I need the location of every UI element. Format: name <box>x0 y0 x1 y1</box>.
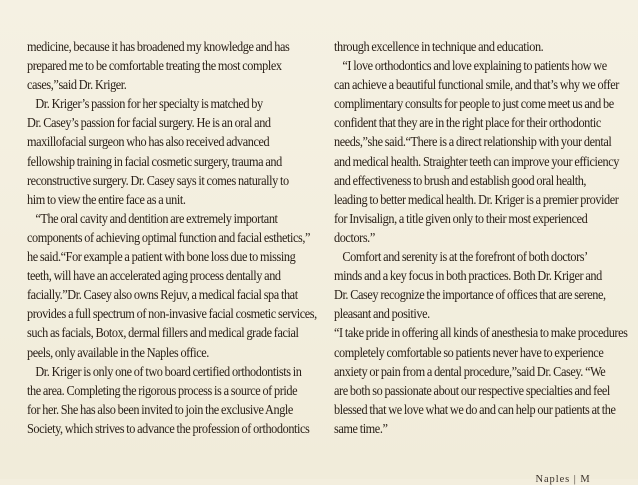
text-line: such as facials, Botox, dermal fillers and medical grade facial <box>27 325 299 341</box>
left-text-column <box>27 37 329 438</box>
text-line: provides a full spectrum of non-invasive facial cosmetic services, <box>27 306 317 322</box>
text-line: and effectiveness to brush and establish good oral health, <box>334 172 587 188</box>
text-line: complimentary consults for people to just come meet us and be <box>334 96 614 112</box>
text-line: completely comfortable so patients never have to experience <box>334 344 604 360</box>
text-line: the area. Completing the rigorous process is a source of pride <box>27 382 298 398</box>
text-line: Comfort and serenity is at the forefront of both doctors’ <box>342 249 588 265</box>
text-line: facially.”Dr. Casey also owns Rejuv, a medical facial spa that <box>27 287 298 303</box>
text-line: leading to better medical health. Dr. Kriger is a premier provider <box>334 191 619 207</box>
text-line: same time.” <box>334 420 388 436</box>
text-line: pleasant and positive. <box>334 306 430 322</box>
text-line: components of achieving optimal function and facial esthetics,” <box>27 229 311 245</box>
text-line: through excellence in technique and education. <box>334 39 544 54</box>
text-line: can achieve a beautiful functional smile, and that’s why we offer <box>334 77 619 93</box>
text-line: for her. She has also been invited to join the exclusive Angle <box>27 401 293 417</box>
text-line: confident that they are in the right place for their orthodontic <box>334 115 601 131</box>
text-line: fellowship training in facial cosmetic surgery, trauma and <box>27 153 282 169</box>
text-line: Dr. Kriger is only one of two board certified orthodontists in <box>35 363 302 379</box>
text-line: Dr. Casey recognize the importance of offices that are serene, <box>334 287 606 303</box>
text-line: and medical health. Straighter teeth can improve your efficiency <box>334 153 619 169</box>
text-line: maxillofacial surgeon who has also received advanced <box>27 134 270 150</box>
text-line: “I love orthodontics and love explaining to patients how we <box>342 58 607 74</box>
text-line: anxiety or pain from a dental procedure,”said Dr. Casey. “We <box>334 363 606 379</box>
text-line: cases,”said Dr. Kriger. <box>27 77 127 93</box>
text-line: blessed that we love what we do and can help our patients at the <box>334 401 616 417</box>
text-line: are both so passionate about our respective specialties and feel <box>334 382 610 398</box>
text-line: doctors.” <box>334 229 375 245</box>
text-line: medicine, because it has broadened my knowledge and has <box>27 39 290 54</box>
right-text-column <box>334 37 638 438</box>
text-line: “I take pride in offering all kinds of anesthesia to make procedures <box>334 325 628 341</box>
text-line: Dr. Casey’s passion for facial surgery. He is an oral and <box>27 115 271 131</box>
text-line: he said.“For example a patient with bone loss due to missing <box>27 249 296 265</box>
text-line: teeth, will have an accelerated aging process dentally and <box>27 268 281 284</box>
text-line: him to view the entire face as a unit. <box>27 191 186 207</box>
text-line: Society, which strives to advance the profession of orthodontics <box>27 420 310 436</box>
text-line: reconstructive surgery. Dr. Casey says it comes naturally to <box>27 172 289 188</box>
text-line: “The oral cavity and dentition are extremely important <box>35 210 278 226</box>
text-line: minds and a key focus in both practices. Both Dr. Kriger and <box>334 268 602 284</box>
page-footer: Naples | M <box>535 473 591 485</box>
text-line: peels, only available in the Naples office. <box>27 344 209 360</box>
text-line: for Invisalign, a title given only to their most experienced <box>334 210 588 226</box>
text-line: prepared me to be comfortable treating the most complex <box>27 58 282 74</box>
text-line: Dr. Kriger’s passion for her specialty is matched by <box>35 96 263 112</box>
text-line: needs,”she said.“There is a direct relationship with your dental <box>334 134 612 150</box>
